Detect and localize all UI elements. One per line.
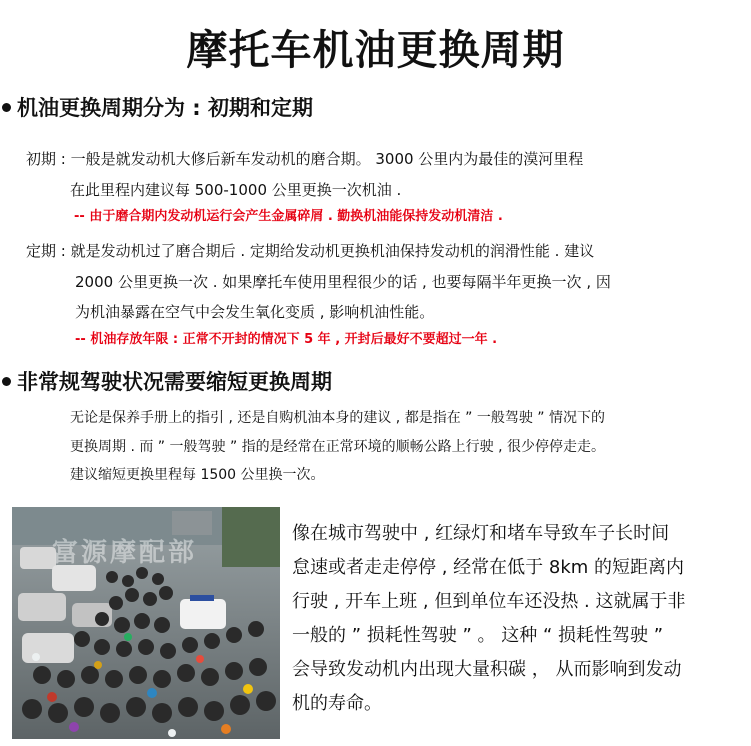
section-heading-text: 机油更换周期分为 : 初期和定期 bbox=[17, 96, 314, 120]
bullet-icon bbox=[2, 103, 11, 112]
page-title: 摩托车机油更换周期 bbox=[186, 26, 565, 74]
regular-period-line-3: 为机油暴露在空气中会发生氧化变质 , 影响机油性能。 bbox=[75, 303, 435, 321]
abnormal-driving-line-1: 无论是保养手册上的指引 , 还是自购机油本身的建议 , 都是指在 ” 一般驾驶 ” 情况下的 bbox=[70, 410, 606, 426]
photo-text-line-3: 行驶 , 开车上班 , 但到单位车还没热 . 这就属于非 bbox=[292, 591, 686, 612]
regular-period-line-2: 2000 公里更换一次 . 如果摩托车使用里程很少的话 , 也要每隔半年更换一次 , 因 bbox=[75, 273, 611, 291]
initial-period-line-2: 在此里程内建议每 500-1000 公里更换一次机油 . bbox=[70, 181, 402, 199]
photo-text-line-4: 一般的 ” 损耗性驾驶 ” 。 这种 “ 损耗性驾驶 ” bbox=[292, 625, 664, 646]
photo-text-line-2: 怠速或者走走停停 , 经常在低于 8km 的短距离内 bbox=[292, 557, 685, 578]
photo-watermark: 富源摩配部 bbox=[52, 538, 198, 568]
photo-text-line-6: 机的寿命。 bbox=[292, 693, 382, 714]
regular-period-line-1: 定期 : 就是发动机过了磨合期后 . 定期给发动机更换机油保持发动机的润滑性能 . 建议 bbox=[26, 242, 595, 260]
abnormal-driving-line-3: 建议缩短更换里程每 1500 公里换一次。 bbox=[70, 467, 325, 483]
initial-period-line-1: 初期 : 一般是就发动机大修后新车发动机的磨合期。 3000 公里内为最佳的漠河里程 bbox=[26, 150, 584, 168]
bullet-icon bbox=[2, 377, 11, 386]
initial-period-note: -- 由于磨合期内发动机运行会产生金属碎屑 . 勤换机油能保持发动机清洁 . bbox=[74, 209, 503, 224]
section-heading-change-cycle bbox=[2, 94, 313, 122]
section-heading-text: 非常规驾驶状况需要缩短更换周期 bbox=[17, 370, 332, 394]
abnormal-driving-line-2: 更换周期 . 而 ” 一般驾驶 ” 指的是经常在正常环境的顺畅公路上行驶 , 很少停停走走。 bbox=[70, 439, 606, 455]
section-heading-abnormal-driving bbox=[2, 368, 332, 396]
photo-text-line-1: 像在城市驾驶中 , 红绿灯和堵车导致车子长时间 bbox=[292, 523, 670, 544]
regular-period-note: -- 机油存放年限 : 正常不开封的情况下 5 年 , 开封后最好不要超过一年 . bbox=[75, 332, 498, 347]
photo-text-line-5: 会导致发动机内出现大量积碳 ， 从而影响到发动 bbox=[292, 659, 682, 680]
traffic-jam-photo bbox=[12, 507, 280, 739]
